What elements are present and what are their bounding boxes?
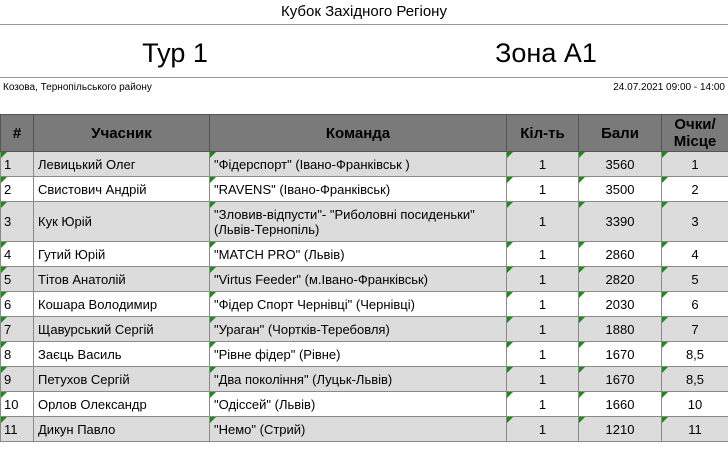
col-header-num: # (1, 115, 34, 152)
cell-team: "Два покоління" (Луцьк-Львів) (210, 367, 507, 392)
cell-participant: Тітов Анатолій (34, 267, 210, 292)
table-row (1, 242, 728, 267)
cell-score: 6 (662, 292, 728, 317)
cell-score: 2 (662, 177, 728, 202)
col-header-participant: Учасник (34, 115, 210, 152)
cell-count: 1 (507, 202, 579, 242)
cell-participant: Гутий Юрій (34, 242, 210, 267)
report-title: Кубок Західного Регіону (281, 3, 447, 20)
datetime-label: 24.07.2021 09:00 - 14:00 (613, 82, 725, 93)
cell-count: 1 (507, 292, 579, 317)
round-label: Тур 1 (142, 38, 208, 68)
cell-num: 10 (1, 392, 34, 417)
cell-num: 4 (1, 242, 34, 267)
cell-num: 9 (1, 367, 34, 392)
cell-participant: Дикун Павло (34, 417, 210, 442)
cell-score: 10 (662, 392, 728, 417)
table-row (1, 267, 728, 292)
cell-score: 5 (662, 267, 728, 292)
cell-participant: Левицький Олег (34, 152, 210, 177)
cell-points: 2030 (579, 292, 662, 317)
cell-points: 1210 (579, 417, 662, 442)
col-header-points: Бали (579, 115, 662, 152)
cell-num: 6 (1, 292, 34, 317)
cell-count: 1 (507, 152, 579, 177)
table-row (1, 367, 728, 392)
table-row (1, 417, 728, 442)
cell-team: "RAVENS" (Івано-Франківськ) (210, 177, 507, 202)
location-label: Козова, Тернопільського району (3, 82, 152, 93)
cell-score: 7 (662, 317, 728, 342)
cell-participant: Кук Юрій (34, 202, 210, 242)
cell-count: 1 (507, 177, 579, 202)
table-row (1, 177, 728, 202)
table-row (1, 152, 728, 177)
cell-num: 5 (1, 267, 34, 292)
cell-team: "Фідер Спорт Чернівці" (Чернівці) (210, 292, 507, 317)
cell-num: 3 (1, 202, 34, 242)
cell-score: 11 (662, 417, 728, 442)
cell-team: "Ураган" (Чортків-Теребовля) (210, 317, 507, 342)
cell-points: 2860 (579, 242, 662, 267)
col-header-count: Кіл-ть (507, 115, 579, 152)
cell-count: 1 (507, 342, 579, 367)
table-row (1, 317, 728, 342)
col-header-score-line1: Очки/ (674, 116, 716, 133)
cell-points: 1880 (579, 317, 662, 342)
cell-count: 1 (507, 242, 579, 267)
cell-participant: Петухов Сергій (34, 367, 210, 392)
divider (0, 77, 728, 78)
cell-points: 1670 (579, 342, 662, 367)
cell-count: 1 (507, 267, 579, 292)
cell-participant: Свистович Андрій (34, 177, 210, 202)
cell-count: 1 (507, 317, 579, 342)
cell-points: 3500 (579, 177, 662, 202)
cell-points: 3390 (579, 202, 662, 242)
cell-score: 1 (662, 152, 728, 177)
cell-participant: Заєць Василь (34, 342, 210, 367)
table-header-row (1, 115, 728, 152)
cell-count: 1 (507, 392, 579, 417)
cell-count: 1 (507, 367, 579, 392)
table-row (1, 342, 728, 367)
cell-team: "Фідерспорт" (Івано-Франківськ ) (210, 152, 507, 177)
table-row (1, 202, 728, 242)
cell-participant: Кошара Володимир (34, 292, 210, 317)
cell-points: 1670 (579, 367, 662, 392)
cell-points: 2820 (579, 267, 662, 292)
cell-participant: Щавурський Сергій (34, 317, 210, 342)
cell-num: 8 (1, 342, 34, 367)
zone-label: Зона А1 (495, 38, 597, 68)
table-body (1, 152, 728, 442)
cell-score: 4 (662, 242, 728, 267)
table-row (1, 392, 728, 417)
cell-num: 7 (1, 317, 34, 342)
cell-team: "Зловив-відпусти"- "Риболовні посиденьки" (Львів-Тернопіль) (210, 202, 507, 242)
cell-num: 2 (1, 177, 34, 202)
col-header-team: Команда (210, 115, 507, 152)
cell-team: "Немо" (Стрий) (210, 417, 507, 442)
cell-points: 1660 (579, 392, 662, 417)
cell-count: 1 (507, 417, 579, 442)
cell-score: 8,5 (662, 342, 728, 367)
cell-num: 1 (1, 152, 34, 177)
col-header-score (662, 115, 728, 152)
cell-team: "Virtus Feeder" (м.Івано-Франківськ) (210, 267, 507, 292)
divider (0, 24, 728, 25)
col-header-score-line2: Місце (673, 133, 717, 150)
cell-team: "Рівне фідер" (Рівне) (210, 342, 507, 367)
cell-score: 3 (662, 202, 728, 242)
cell-participant: Орлов Олександр (34, 392, 210, 417)
table-row (1, 292, 728, 317)
cell-points: 3560 (579, 152, 662, 177)
cell-team: "Одіссей" (Львів) (210, 392, 507, 417)
results-table (0, 114, 728, 442)
cell-score: 8,5 (662, 367, 728, 392)
cell-num: 11 (1, 417, 34, 442)
cell-team: "MATCH PRO" (Львів) (210, 242, 507, 267)
